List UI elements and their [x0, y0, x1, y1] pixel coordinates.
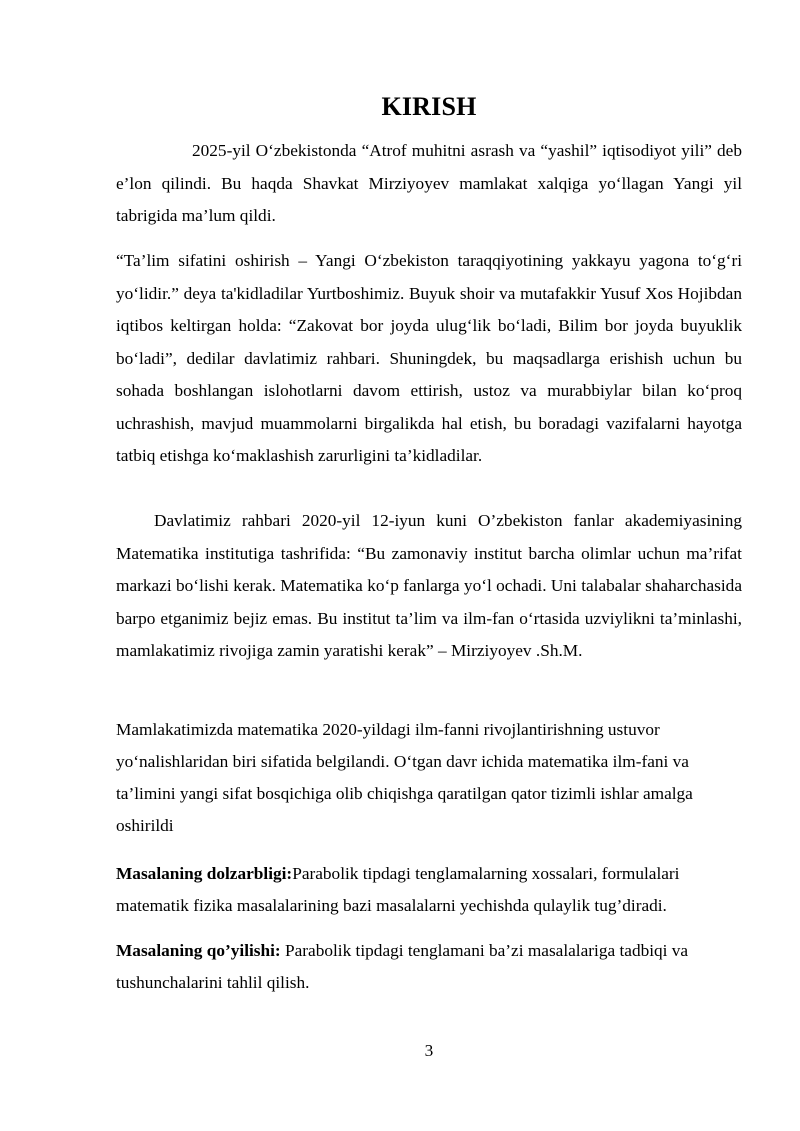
- paragraph-problem-statement: [116, 935, 742, 999]
- relevance-label: Masalaning dolzarbligi:: [116, 864, 293, 883]
- problem-statement-label: Masalaning qo’yilishi:: [116, 941, 281, 960]
- paragraph-math-institute: Davlatimiz rahbari 2020-yil 12-iyun kuni O’zbekiston fanlar akademiyasining Matematika institutiga tashrifida: “Bu zamonaviy institut barcha olimlar uchun ma’rifat markazi bo‘lishi kerak. Matematika ko‘p fanlarga yo‘l ochadi. Uni talabalar shaharchasida barpo etganimiz bejiz emas. Bu institut ta’lim va ilm-fan o‘rtasida uzviylikni ta’minlashi, mamlakatimiz rivojiga zamin yaratishi kerak” – Mirziyoyev .Sh.M.: [116, 511, 742, 660]
- page-title: KIRISH: [381, 92, 477, 121]
- paragraph-math-priority: Mamlakatimizda matematika 2020-yildagi ilm-fanni rivojlantirishning ustuvor yo‘nalishlaridan biri sifatida belgilandi. O‘tgan davr ichida matematika ilm-fani va ta’limini yangi sifat bosqichiga olib chiqishga qaratilgan qator tizimli ishlar amalga oshirildi: [116, 720, 693, 835]
- paragraph-education-quote: “Ta’lim sifatini oshirish – Yangi O‘zbekiston taraqqiyotining yakkayu yagona to‘g‘ri yo‘lidir.” deya ta'kidladilar Yurtboshimiz. Buyuk shoir va mutafakkir Yusuf Xos Hojibdan iqtibos keltirgan holda: “Zakovat bor joyda ulug‘lik bo‘ladi, Bilim bor joyda buyuklik bo‘ladi”, dedilar davlatimiz rahbari. Shuningdek, bu maqsadlarga erishish uchun bu sohada boshlangan islohotlarni davom ettirish, ustoz va murabbiylar bilan ko‘proq uchrashish, mavjud muammolarni birgalikda hal etish, bu boradagi vazifalarni hayotga tatbiq etishga ko‘maklashish zarurligini ta’kidladilar.: [116, 251, 742, 465]
- paragraph-relevance: [116, 858, 742, 922]
- problem-statement-text: Parabolik tipdagi tenglamani ba’zi masalalariga tadbiqi va tushunchalarini tahlil qilish.: [116, 941, 689, 992]
- document-page: [116, 0, 742, 1131]
- paragraph-intro: 2025-yil O‘zbekistonda “Atrof muhitni asrash va “yashil” iqtisodiyot yili” deb e’lon qilindi. Bu haqda Shavkat Mirziyoyev mamlakat xalqiga yo‘llagan Yangi yil tabrigida ma’lum qildi.: [116, 141, 742, 225]
- page-number: 3: [424, 1041, 434, 1060]
- relevance-text: Parabolik tipdagi tenglamalarning xossalari, formulalari matematik fizika masalalarining bazi masalalarni yechishda qulaylik tug’diradi.: [116, 864, 680, 915]
